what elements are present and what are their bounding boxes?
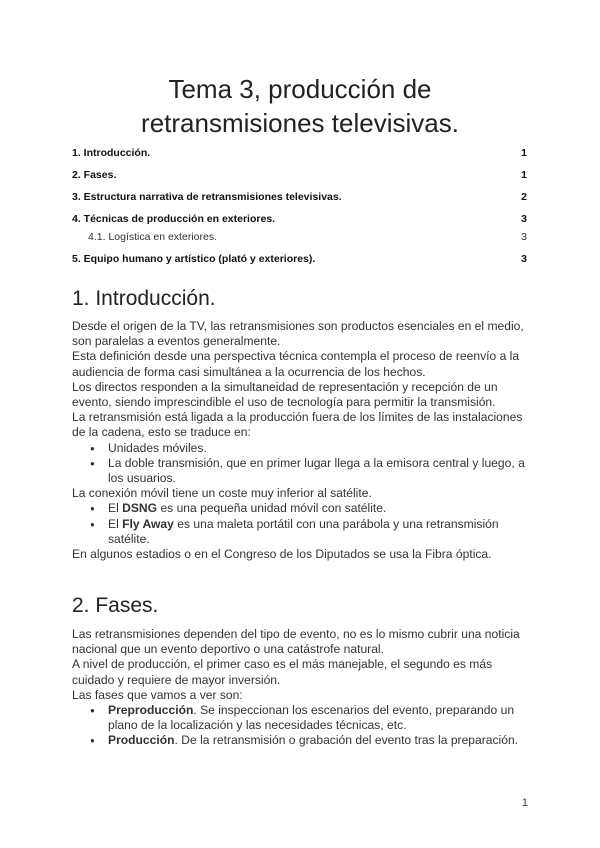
bold-term: DSNG bbox=[122, 501, 158, 516]
table-of-contents bbox=[72, 146, 527, 274]
paragraph: Las fases que vamos a ver son: bbox=[72, 687, 243, 702]
paragraph: Esta definición desde una perspectiva técnica contempla el proceso de reenvío a la audiencia de forma casi simultánea a la ocurrencia de los hechos. bbox=[72, 349, 520, 379]
text-run: . Se inspeccionan los escenarios del evento, preparando un plano de la localización y las necesidades técnicas, etc. bbox=[108, 703, 515, 733]
toc-entry-label: 2. Fases. bbox=[72, 169, 117, 181]
bullet-list bbox=[72, 703, 528, 749]
paragraph: La conexión móvil tiene un coste muy inferior al satélite. bbox=[72, 486, 372, 501]
list-item bbox=[108, 703, 528, 733]
list-item bbox=[108, 517, 528, 547]
list-item: ● Unidades móviles. bbox=[108, 441, 528, 456]
toc-entry-page: 3 bbox=[521, 231, 527, 243]
section-1-body bbox=[72, 319, 528, 562]
toc-entry-label: 5. Equipo humano y artístico (plató y exteriores). bbox=[72, 253, 316, 265]
section-2-heading: 2. Fases. bbox=[72, 594, 159, 617]
paragraph: A nivel de producción, el primer caso es el más manejable, el segundo es más cuidado y requiere de mayor inversión. bbox=[72, 657, 493, 687]
toc-entry-label: 3. Estructura narrativa de retransmisiones televisivas. bbox=[72, 191, 342, 203]
toc-entry[interactable] bbox=[72, 168, 527, 190]
section-1-heading: 1. Introducción. bbox=[72, 287, 216, 310]
toc-subentry[interactable] bbox=[72, 230, 527, 252]
section-2-body bbox=[72, 627, 528, 749]
text-run: El bbox=[108, 501, 123, 516]
paragraph: Las retransmisiones dependen del tipo de evento, no es lo mismo cubrir una noticia nacional que un evento deportivo o una catástrofe natural. bbox=[72, 627, 520, 657]
document-title bbox=[0, 72, 600, 140]
bullet-list bbox=[72, 441, 528, 487]
toc-entry-label: 1. Introducción. bbox=[72, 147, 151, 159]
bold-term: Fly Away bbox=[122, 516, 174, 531]
list-item bbox=[108, 733, 528, 748]
paragraph: Desde el origen de la TV, las retransmisiones son productos esenciales en el medio, son paralelas a eventos generalmente. bbox=[72, 319, 524, 349]
toc-entry[interactable] bbox=[72, 146, 527, 168]
title-line-1: Tema 3, producción de bbox=[168, 74, 432, 104]
toc-entry-page: 3 bbox=[521, 253, 527, 265]
title-line-2: retransmisiones televisivas. bbox=[141, 108, 459, 138]
bold-term: Preproducción bbox=[108, 703, 194, 718]
toc-entry-label: 4. Técnicas de producción en exteriores. bbox=[72, 213, 276, 225]
toc-entry[interactable] bbox=[72, 212, 527, 230]
text-run: es una pequeña unidad móvil con satélite. bbox=[157, 501, 387, 516]
toc-entry-label: 4.1. Logística en exteriores. bbox=[88, 231, 217, 243]
toc-entry-page: 1 bbox=[521, 169, 527, 181]
toc-entry[interactable] bbox=[72, 190, 527, 212]
text-run: . De la retransmisión o grabación del evento tras la preparación. bbox=[174, 733, 519, 748]
list-item bbox=[108, 501, 528, 516]
toc-entry-page: 3 bbox=[521, 213, 527, 225]
page-number: 1 bbox=[521, 797, 528, 809]
bullet-list bbox=[72, 501, 528, 547]
toc-entry-page: 2 bbox=[521, 191, 527, 203]
text-run: es una maleta portátil con una parábola y una retransmisión satélite. bbox=[108, 516, 499, 546]
toc-entry-page: 1 bbox=[521, 147, 527, 159]
bold-term: Producción bbox=[108, 733, 175, 748]
text-run: El bbox=[108, 516, 123, 531]
toc-entry[interactable] bbox=[72, 252, 527, 274]
list-item: ● La doble transmisión, que en primer lugar llega a la emisora central y luego, a los usuarios. bbox=[108, 456, 528, 486]
paragraph: La retransmisión está ligada a la producción fuera de los límites de las instalaciones de la cadena, esto se traduce en: bbox=[72, 410, 523, 440]
paragraph: Los directos responden a la simultaneidad de representación y recepción de un evento, siendo imprescindible el uso de tecnología para permitir la transmisión. bbox=[72, 379, 498, 410]
paragraph: En algunos estadios o en el Congreso de los Diputados se usa la Fibra óptica. bbox=[72, 547, 492, 562]
